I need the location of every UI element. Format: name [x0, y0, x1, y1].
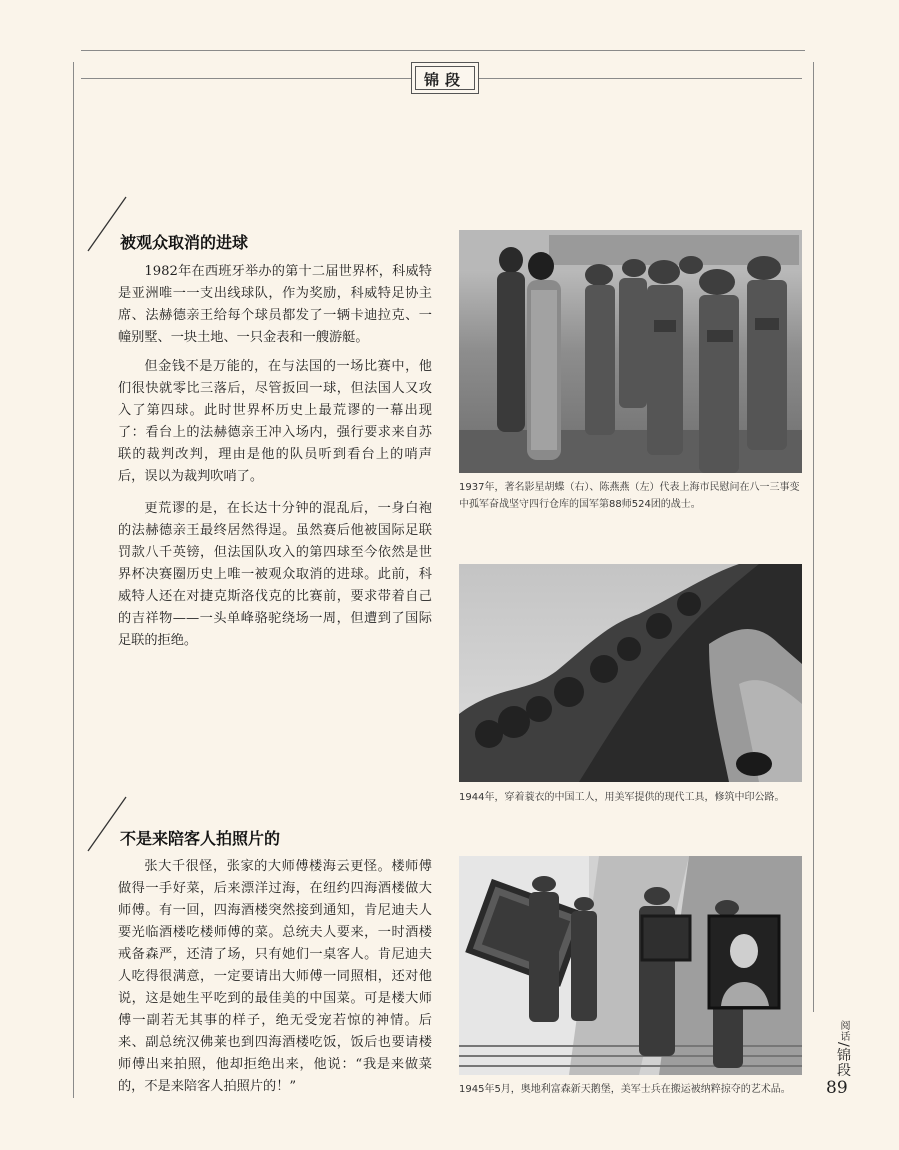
side-section-label	[833, 1020, 853, 1078]
photo-1945-caption: 1945年5月，奥地利富森新天鹅堡，美军士兵在搬运被纳粹掠夺的艺术品。	[459, 1084, 791, 1095]
article1-paragraph-1: 1982年在西班牙举办的第十二届世界杯，科威特是亚洲唯一一支出线球队，作为奖励，科威特足协主席、法赫德亲王给每个球员都发了一辆卡迪拉克、一幢别墅、一块土地、一只金表和一艘游艇。	[118, 264, 432, 345]
photo-1945-art	[459, 856, 802, 1075]
photo-1937-soldiers	[459, 230, 802, 473]
photo-1944-caption: 1944年，穿着蓑衣的中国工人，用美军提供的现代工具，修筑中印公路。	[459, 792, 785, 803]
article1-title: 被观众取消的进球	[120, 233, 249, 252]
page-number: 89	[826, 1078, 848, 1098]
side-section-slash: /	[835, 1042, 851, 1048]
photo-1944-road	[459, 564, 802, 782]
article2-title: 不是来陪客人拍照片的	[120, 829, 281, 848]
article2-paragraph-1: 张大千很怪，张家的大师傅楼海云更怪。楼师傅做得一手好菜，后来漂洋过海，在纽约四海酒楼做大师傅。有一回，四海酒楼突然接到通知，肯尼迪夫人要光临酒楼吃楼师傅的菜。总统夫人要来，一时酒楼戒备森严，还清了场，只有她们一桌客人。肯尼迪夫人吃得很满意，一定要请出大师傅一同照相，还对他说，这是她生平吃到的最佳美的中国菜。可是楼大师傅一副若无其事的样子，绝无受宠若惊的神情。后来、副总统汉佛莱也到四海酒楼吃饭，饭后也要请楼师傅出来拍照，他却拒绝出来，他说：“我是来做菜的，不是来陪客人拍照片的！”	[118, 859, 432, 1094]
article1-paragraph-3: 更荒谬的是，在长达十分钟的混乱后，一身白袍的法赫德亲王最终居然得逞。虽然赛后他被国际足联罚款八千英镑，但法国队攻入的第四球至今依然是世界杯决赛圈历史上唯一被观众取消的进球。此前，科威特人还在对捷克斯洛伐克的比赛前，要求带着自己的吉祥物——一头单峰骆驼绕场一周，但遭到了国际足联的拒绝。	[118, 501, 432, 648]
side-section-name: 锦段	[835, 1047, 851, 1078]
section-badge	[411, 62, 479, 94]
header-rule-left	[81, 78, 411, 79]
right-border	[813, 62, 814, 1012]
header-rule-right	[479, 78, 802, 79]
article1-paragraph-2: 但金钱不是万能的，在与法国的一场比赛中，他们很快就零比三落后，尽管扳回一球，但法国人又攻入了第四球。此时世界杯历史上最荒谬的一幕出现了：看台上的法赫德亲王冲入场内，强行要求来自苏联的裁判改判，理由是他的队员听到看台上的哨声后，误以为裁判吹哨了。	[118, 359, 432, 484]
left-border	[73, 62, 74, 1098]
section-badge-text: 锦段	[423, 71, 466, 89]
side-section-small: 阅话	[838, 1020, 849, 1042]
header-top-rule	[81, 50, 805, 51]
photo-1937-caption: 1937年，著名影星胡蝶（右）、陈燕燕（左）代表上海市民慰问在八一三事变中孤军奋战坚守四行仓库的国军第88师524团的战士。	[459, 482, 800, 510]
